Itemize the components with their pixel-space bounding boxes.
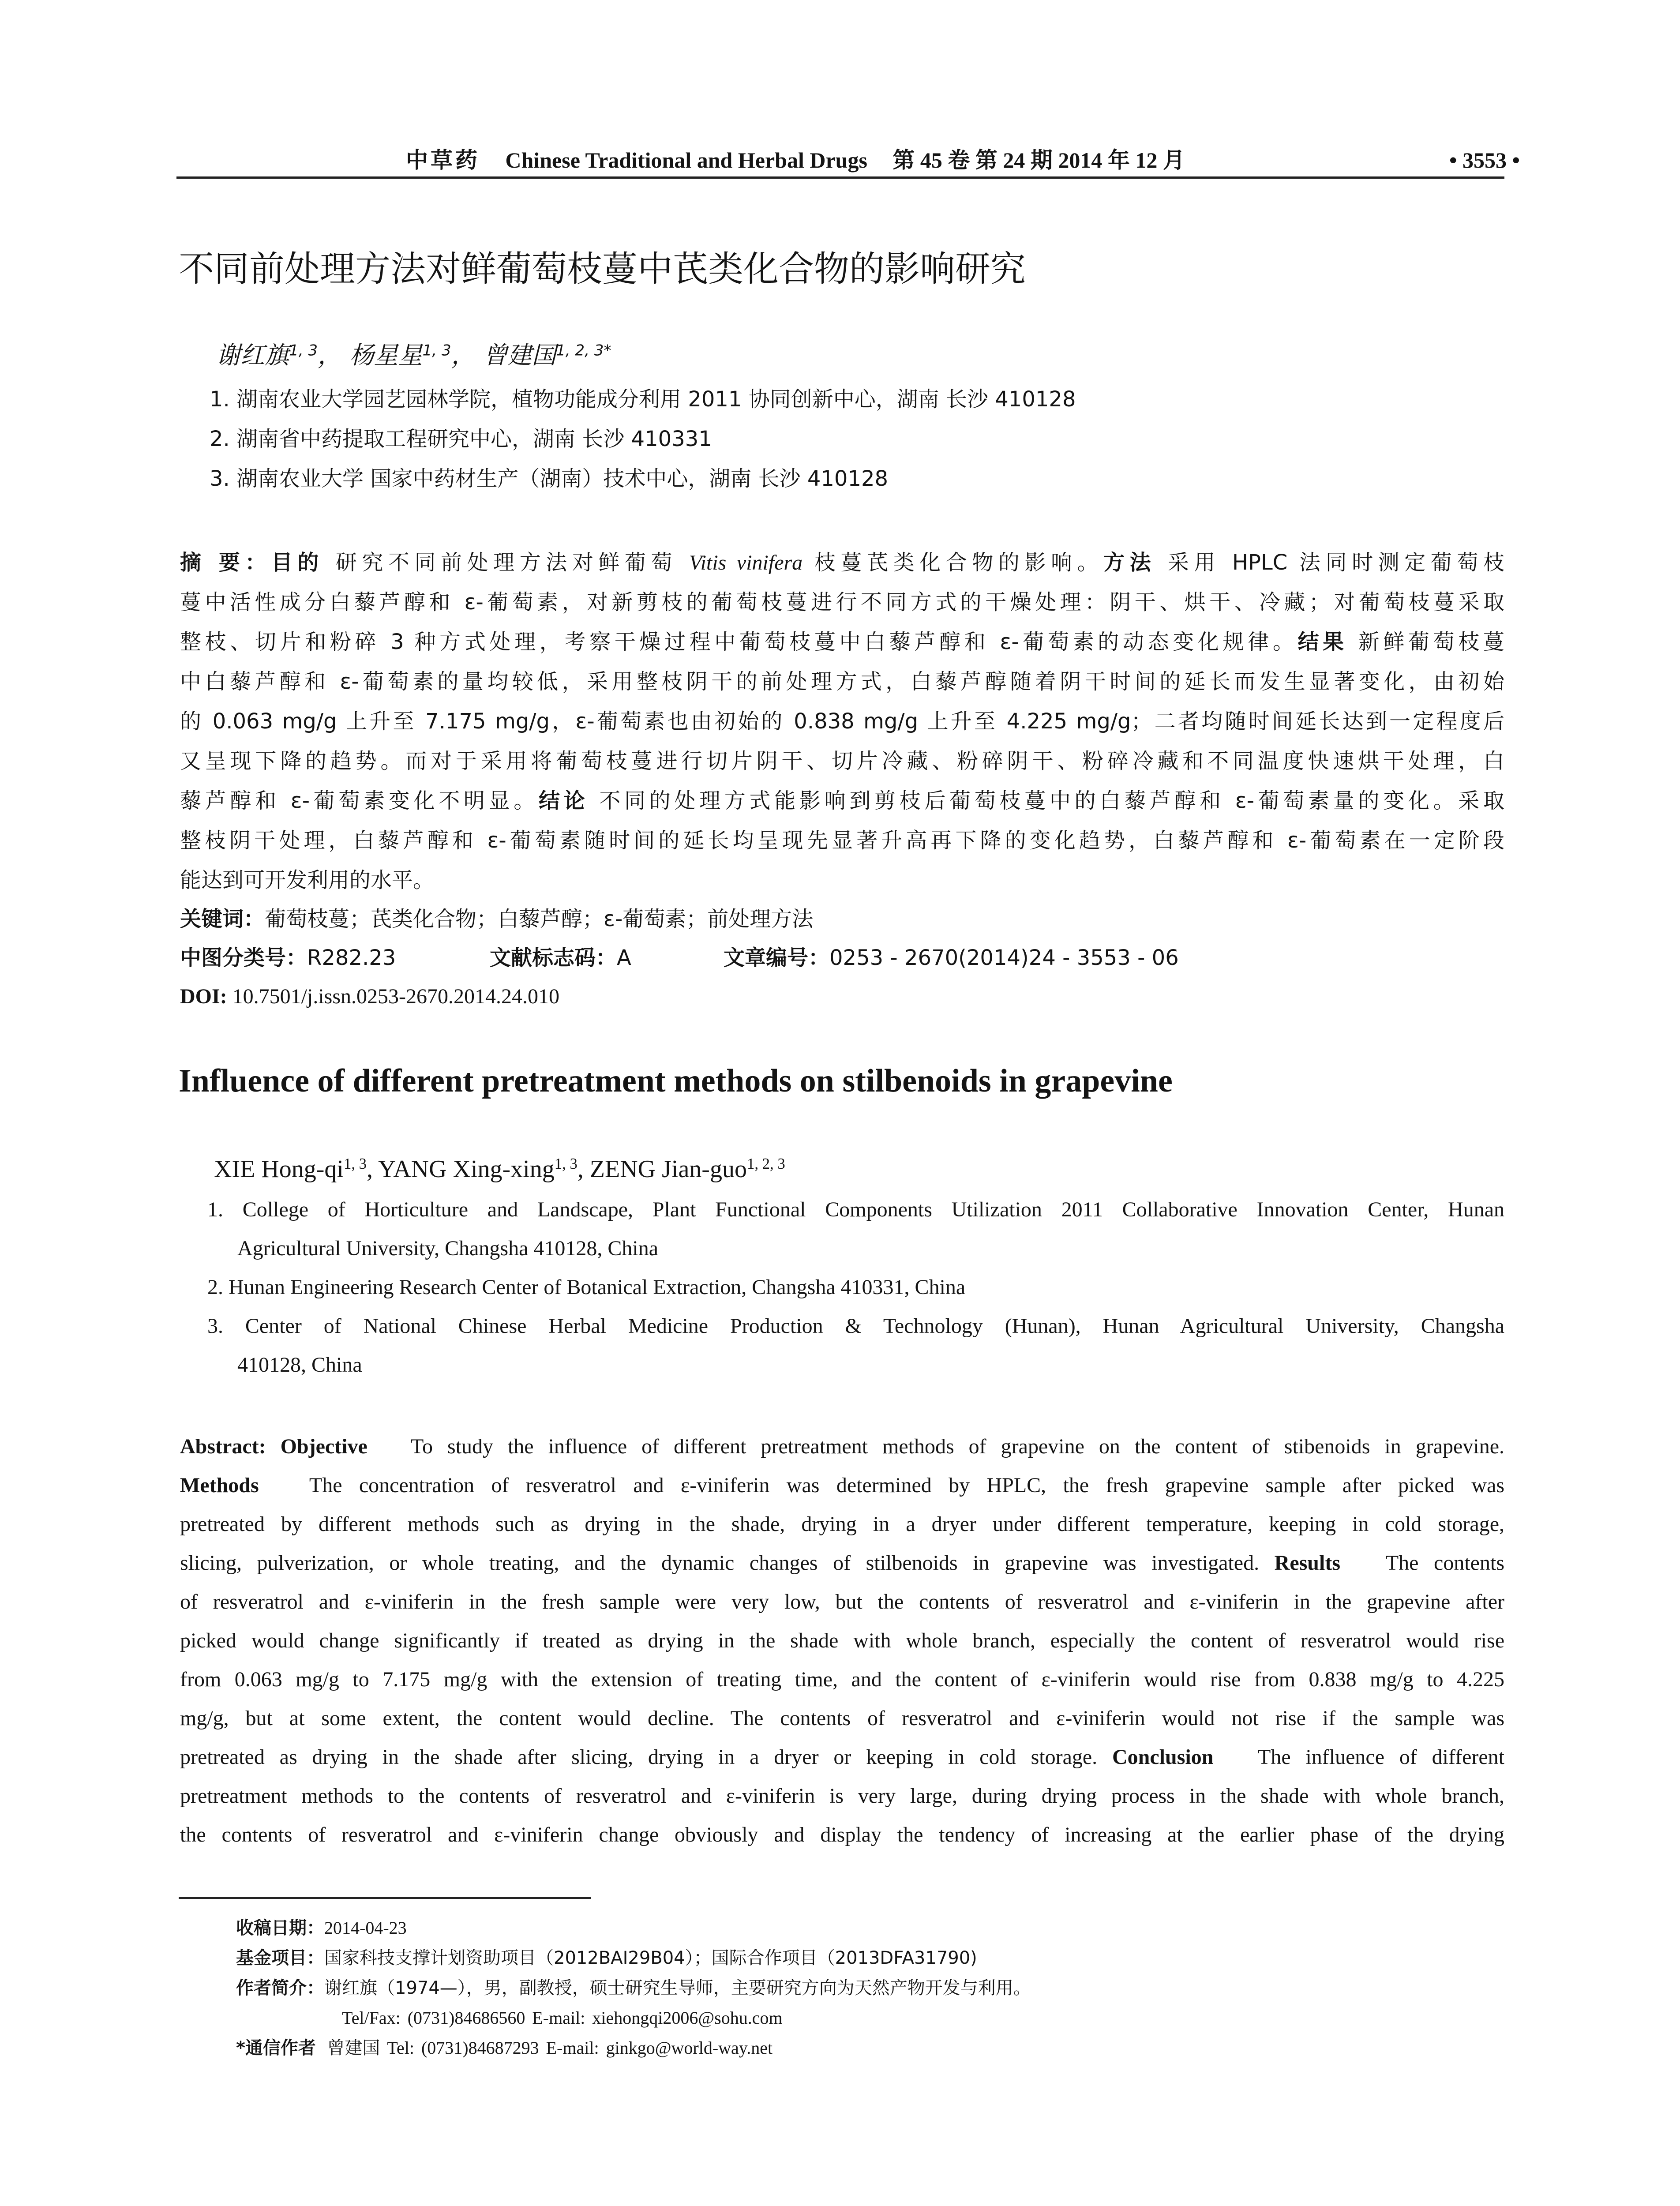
affiliation-en: 2. Hunan Engineering Research Center of Botanical Extraction, Changsha 410331, China (207, 1276, 966, 1299)
author-name: 谢红旗 (216, 341, 289, 369)
abstract-cn-line: 摘 要：目的 研究不同前处理方法对鲜葡萄 Vitis vinifera 枝蔓芪类化合物的影响。方法 采用 HPLC 法同时测定葡萄枝 (180, 550, 1504, 575)
abstract-cn-line: 整枝阴干处理，白藜芦醇和 ε-葡萄素随时间的延长均呈现先显著升高再下降的变化趋势，白藜芦醇和 ε-葡萄素在一定阶段 (180, 828, 1504, 853)
classification-row (490, 938, 631, 978)
abstract-cn-line: 能达到可开发利用的水平。 (180, 868, 435, 893)
section-label: 目的 (271, 550, 324, 575)
doi (180, 977, 559, 1017)
affiliation-en: Agricultural University, Changsha 410128, China (237, 1237, 659, 1260)
author-affiliation-mark: 1, 2, 3* (556, 341, 611, 360)
author-name: YANG Xing-xing (378, 1156, 555, 1183)
abstract-cn-line: 的 0.063 mg/g 上升至 7.175 mg/g，ε-葡萄素也由初始的 0.838 mg/g 上升至 4.225 mg/g；二者均随时间延长达到一定程度后 (180, 709, 1504, 734)
keywords-label: 关键词： (180, 907, 265, 931)
abstract-en-line: from 0.063 mg/g to 7.175 mg/g with the extension of treating time, and the content of ε-viniferin would rise from 0.838 mg/g to 4.225 (180, 1668, 1504, 1691)
author-affiliation-mark: 1, 3 (422, 341, 451, 360)
journal-name-en: Chinese Traditional and Herbal Drugs (505, 148, 867, 173)
footnote-label: *通信作者 (236, 2038, 316, 2058)
abstract-cn-line: 又呈现下降的趋势。而对于采用将葡萄枝蔓进行切片阴干、切片冷藏、粉碎阴干、粉碎冷藏和不同温度快速烘干处理，白 (180, 749, 1504, 773)
footnote-bio-contact: Tel/Fax: (0731)84686560 E-mail: xiehongqi2006@sohu.com (342, 2008, 783, 2028)
classification-row (180, 938, 396, 978)
abstract-en-line: pretreated as drying in the shade after slicing, drying in a dryer or keeping in cold storage. Conclusion The influence of different (180, 1745, 1505, 1769)
affiliation-en: 3. Center of National Chinese Herbal Medicine Production & Technology (Hunan), Hunan Agricultural University, Changsha (207, 1314, 1504, 1338)
abstract-cn-line: 整枝、切片和粉碎 3 种方式处理，考察干燥过程中葡萄枝蔓中白藜芦醇和 ε-葡萄素的动态变化规律。结果 新鲜葡萄枝蔓 (180, 630, 1504, 654)
section-label: Conclusion (1112, 1745, 1214, 1769)
abstract-cn-label: 摘 要： (180, 550, 271, 575)
clc-label: 中图分类号： (180, 945, 308, 970)
keywords (180, 899, 813, 939)
footnote-corresponding: *通信作者 曾建国 Tel: (0731)84687293 E-mail: ginkgo@world-way.net (236, 2038, 773, 2058)
paper-title-en: Influence of different pretreatment methods on stilbenoids in grapevine (179, 1063, 1173, 1099)
paper-title-cn: 不同前处理方法对鲜葡萄枝蔓中芪类化合物的影响研究 (179, 248, 1026, 289)
running-header (406, 140, 1185, 180)
author-name: XIE Hong-qi (214, 1156, 344, 1183)
section-label: 方法 (1103, 550, 1156, 575)
classification-row (724, 938, 1179, 978)
abstract-en-line: picked would change significantly if treated as drying in the shade with whole branch, especially the content of resveratrol would rise (180, 1629, 1504, 1652)
author-affiliation-mark: 1, 3 (554, 1155, 578, 1172)
section-label: 结论 (539, 788, 589, 813)
author-name: ZENG Jian-guo (589, 1156, 747, 1183)
section-label: Methods (180, 1474, 259, 1497)
doc-code-value: A (617, 945, 631, 970)
abstract-en-line: the contents of resveratrol and ε-viniferin change obviously and display the tendency of increasing at the earlier phase of the drying (180, 1823, 1504, 1846)
authors-cn: 谢红旗$^{1, 3}$， 杨星星$^{1, 3}$， 曾建国$^{1, 2, 3*}$ (216, 341, 611, 369)
author-name: 曾建国 (483, 341, 556, 369)
species-name: Vitis vinifera (689, 551, 803, 574)
section-label: 结果 (1298, 630, 1348, 654)
section-label: Results (1274, 1551, 1340, 1575)
author-affiliation-mark: 1, 3 (343, 1155, 367, 1172)
abstract-en-line: slicing, pulverization, or whole treating, and the dynamic changes of stilbenoids in grapevine was investigated. Results The contents (180, 1551, 1504, 1575)
abstract-en-line: Abstract: Objective To study the influence of different pretreatment methods of grapevine on the content of stibenoids in grapevine. (180, 1435, 1504, 1458)
article-number-label: 文章编号： (724, 945, 830, 970)
footnote-label: 基金项目： (236, 1948, 324, 1968)
abstract-cn-line: 藜芦醇和 ε-葡萄素变化不明显。结论 不同的处理方式能影响到剪枝后葡萄枝蔓中的白藜芦醇和 ε-葡萄素量的变化。采取 (180, 788, 1505, 813)
footnote-bio: 作者简介：谢红旗（1974—），男，副教授，硕士研究生导师，主要研究方向为天然产物开发与利用。 (236, 1978, 1031, 1998)
abstract-en-line: of resveratrol and ε-viniferin in the fresh sample were very low, but the contents of resveratrol and ε-viniferin in the grapevine after (180, 1590, 1504, 1613)
keywords-value: 葡萄枝蔓；芪类化合物；白藜芦醇；ε-葡萄素；前处理方法 (265, 907, 814, 931)
clc-value: R282.23 (307, 945, 396, 970)
abstract-en-label: Abstract: Objective (180, 1435, 368, 1458)
header-rule (176, 176, 1504, 179)
footnote-rule (179, 1897, 591, 1899)
author-affiliation-mark: 1, 3 (289, 341, 318, 360)
footnote-received: 收稿日期：2014-04-23 (236, 1918, 407, 1938)
affiliation-cn: 3. 湖南农业大学 国家中药材生产（湖南）技术中心，湖南 长沙 410128 (210, 466, 889, 491)
abstract-en-line: pretreated by different methods such as drying in the shade, drying in a dryer under different temperature, keeping in cold storage, (180, 1512, 1504, 1536)
affiliation-cn: 1. 湖南农业大学园艺园林学院，植物功能成分利用 2011 协同创新中心，湖南 长沙 410128 (210, 387, 1076, 412)
footnote-label: 收稿日期： (236, 1918, 324, 1938)
page-number: • 3553 • (1449, 148, 1520, 173)
affiliation-cn: 2. 湖南省中药提取工程研究中心，湖南 长沙 410331 (210, 427, 712, 451)
doc-code-label: 文献标志码： (490, 945, 617, 970)
abstract-en-line: pretreatment methods to the contents of resveratrol and ε-viniferin is very large, during drying process in the shade with whole branch, (180, 1784, 1504, 1808)
abstract-cn-line: 蔓中活性成分白藜芦醇和 ε-葡萄素，对新剪枝的葡萄枝蔓进行不同方式的干燥处理：阴干、烘干、冷藏；对葡萄枝蔓采取 (180, 590, 1504, 615)
abstract-en-line: mg/g, but at some extent, the content would decline. The contents of resveratrol and ε-viniferin would not rise if the sample was (180, 1707, 1504, 1730)
footnote-label: 作者简介： (236, 1978, 324, 1998)
article-number-value: 0253 - 2670(2014)24 - 3553 - 06 (829, 945, 1179, 970)
doi-label: DOI: (180, 985, 227, 1008)
authors-en: XIE Hong-qi$^{1, 3}$, YANG Xing-xing$^{1, 3}$, ZENG Jian-guo$^{1, 2, 3}$ (214, 1155, 785, 1183)
author-name: 杨星星 (349, 341, 423, 369)
abstract-cn-line: 中白藜芦醇和 ε-葡萄素的量均较低，采用整枝阴干的前处理方式，白藜芦醇随着阴干时间的延长而发生显著变化，由初始 (180, 669, 1504, 694)
footnote-fund: 基金项目：国家科技支撑计划资助项目（2012BAI29B04）；国际合作项目（2013DFA31790) (236, 1948, 977, 1968)
author-affiliation-mark: 1, 2, 3 (746, 1155, 785, 1172)
abstract-en-line: Methods The concentration of resveratrol and ε-viniferin was determined by HPLC, the fresh grapevine sample after picked was (180, 1474, 1504, 1497)
journal-issue: 第 45 卷 第 24 期 2014 年 12 月 (892, 148, 1185, 173)
doi-value[interactable]: 10.7501/j.issn.0253-2670.2014.24.010 (232, 985, 560, 1008)
journal-name-cn: 中草药 (406, 147, 480, 173)
affiliation-en: 1. College of Horticulture and Landscape, Plant Functional Components Utilization 2011 Collaborative Innovation Center, Hunan (207, 1198, 1504, 1221)
affiliation-en: 410128, China (237, 1353, 362, 1377)
